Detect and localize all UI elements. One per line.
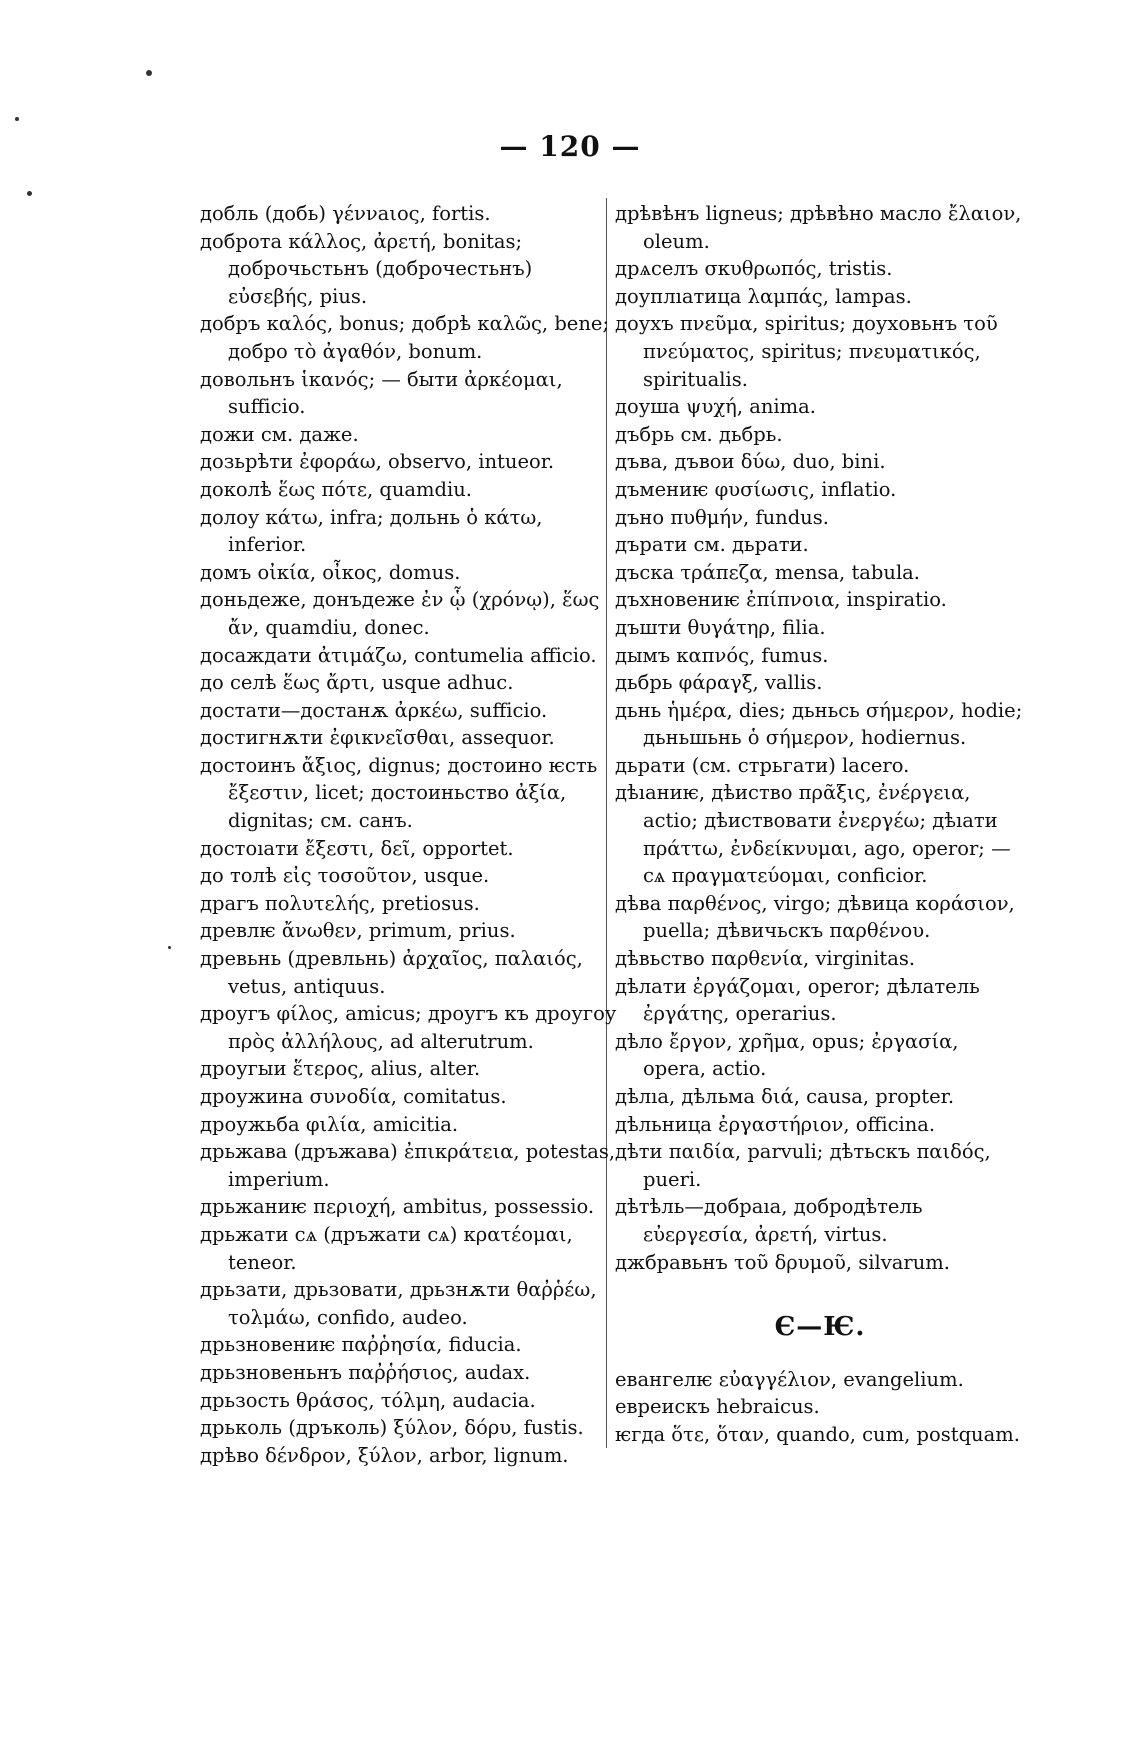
dictionary-entry: доуша ψυχή, anima. bbox=[615, 395, 816, 419]
dictionary-entry: достати—достанѫ ἀρκέω, sufficio. bbox=[200, 698, 548, 722]
dictionary-entry: досаждати ἀτιμάζω, contumelia afficio. bbox=[200, 643, 597, 667]
dictionary-entry: довольнъ ἱκανός; — быти ἀρκέομαι, sufficio. bbox=[200, 367, 563, 419]
ink-speck bbox=[15, 117, 19, 121]
dictionary-entry: дъва, дъвои δύω, duo, bini. bbox=[615, 450, 886, 474]
dictionary-entry: дрьзость θράσος, τόλμη, audacia. bbox=[200, 1388, 536, 1412]
dictionary-entry: доньдеже, донъдеже ἐν ᾧ (χρόνῳ), ἕως ἄν, quamdiu, donec. bbox=[200, 588, 600, 639]
section-heading: Є—Ѥ. bbox=[774, 1312, 866, 1343]
dictionary-entry: дозьрѣти ἐφοράω, observo, intueor. bbox=[200, 450, 555, 474]
dictionary-entry: дроужьба φιλία, amicitia. bbox=[200, 1112, 459, 1136]
right-column-entries bbox=[615, 200, 1025, 1276]
dictionary-entry: дрьжаниѥ περιοχή, ambitus, possessio. bbox=[200, 1195, 595, 1219]
dictionary-entry: дърати см. дьрати. bbox=[615, 533, 809, 557]
dictionary-entry: джбравьнъ τοῦ δρυμοῦ, silvarum. bbox=[615, 1250, 950, 1274]
dictionary-entry: доуплıатица λαμπάς, lampas. bbox=[615, 284, 912, 308]
dictionary-entry: дѣло ἔργον, χρῆμα, opus; ἐργασία, opera, actio. bbox=[615, 1029, 959, 1081]
dictionary-entry: дроужина συνοδία, comitatus. bbox=[200, 1085, 507, 1108]
dictionary-entry: дрьжава (дръжава) ἐπικράτεια, potestas, imperium. bbox=[200, 1140, 616, 1191]
dictionary-entry: добръ καλός, bonus; добрѣ καλῶς, bene; добро τὸ ἀγαθόν, bonum. bbox=[200, 312, 610, 363]
dictionary-entry: дѣльница ἐργαστήριον, officina. bbox=[615, 1112, 936, 1136]
section-entries bbox=[615, 1366, 1025, 1449]
dictionary-entry: дроугыи ἕτερος, alius, alter. bbox=[200, 1057, 481, 1081]
dictionary-entry: дъхновениѥ ἐπίπνοια, inspiratio. bbox=[615, 588, 947, 612]
dictionary-entry: дъмениѥ φυσίωσις, inflatio. bbox=[615, 477, 897, 501]
dictionary-entry: достоıати ἔξεστι, δεῖ, opportet. bbox=[200, 836, 514, 860]
dictionary-entry: дьрати (см. стрьгати) lacero. bbox=[615, 753, 910, 777]
dictionary-entry: дроугъ φίλος, amicus; дроугъ къ дроугоу πρὸς ἀλλήλους, ad alterutrum. bbox=[200, 1002, 617, 1053]
dictionary-entry: дѣвьство παρθενία, virginitas. bbox=[615, 947, 916, 971]
dictionary-entry: достоинъ ἄξιος, dignus; достоино ѥсть ἔξεστιν, licet; достоиньство ἀξία, dignitas; см. санъ. bbox=[200, 753, 598, 833]
dictionary-entry: дѣлıа, дѣльма διά, causa, propter. bbox=[615, 1085, 955, 1108]
dictionary-entry: евангелѥ εὐαγγέλιον, evangelium. bbox=[615, 1367, 964, 1391]
dictionary-entry: драгъ πολυτελής, pretiosus. bbox=[200, 891, 480, 915]
dictionary-entry: доброта κάλλος, ἀρετή, bonitas; доброчьстьнъ (доброчестьнъ) εὐσεβής, pius. bbox=[200, 229, 533, 308]
dictionary-entry: дъно πυθμήν, fundus. bbox=[615, 505, 829, 529]
right-column bbox=[615, 200, 1025, 1449]
dictionary-entry: долоу κάτω, infra; дольнь ὁ κάτω, inferior. bbox=[200, 505, 543, 557]
dictionary-entry: евреискъ hebraicus. bbox=[615, 1395, 820, 1419]
dictionary-entry: дъбрь см. дьбрь. bbox=[615, 422, 783, 446]
dictionary-entry: дъска τράπεζα, mensa, tabula. bbox=[615, 560, 921, 584]
dictionary-entry: дѣтѣль—добраıа, добродѣтель εὐεργεσία, ἀρετή, virtus. bbox=[615, 1195, 923, 1246]
dictionary-entry: дрѧселъ σκυθρωπός, tristis. bbox=[615, 257, 893, 281]
ink-speck bbox=[146, 70, 152, 76]
dictionary-entry: дожи см. даже. bbox=[200, 422, 359, 446]
dictionary-entry: дѣти παιδία, parvuli; дѣтьскъ παιδός, pueri. bbox=[615, 1140, 991, 1191]
dictionary-entry: дъшти θυγάτηρ, filia. bbox=[615, 615, 826, 639]
page-number: — 120 — bbox=[499, 130, 641, 163]
dictionary-entry: древлѥ ἄνωθεν, primum, prius. bbox=[200, 919, 516, 943]
dictionary-entry: дѣлати ἐργάζομαι, operor; дѣлатель ἐργάτης, operarius. bbox=[615, 974, 980, 1026]
dictionary-entry: дрьколь (дръколь) ξύλον, δόρυ, fustis. bbox=[200, 1416, 584, 1440]
dictionary-entry: дьнь ἡμέρα, dies; дьньсь σήμερον, hodie; дьньшьнь ὁ σήμερον, hodiernus. bbox=[615, 698, 1023, 750]
dictionary-entry: домъ οἰκία, οἶκος, domus. bbox=[200, 560, 461, 584]
dictionary-entry: дьбрь φάραγξ, vallis. bbox=[615, 671, 823, 695]
dictionary-entry: дрьжати сѧ (дръжати сѧ) κρατέομαι, teneor. bbox=[200, 1222, 573, 1274]
ink-speck bbox=[168, 946, 171, 949]
dictionary-entry: древьнь (древльнь) ἀρχαῖος, παλαιός, vetus, antiquus. bbox=[200, 947, 583, 998]
dictionary-entry: дымъ καπνός, fumus. bbox=[615, 643, 829, 667]
dictionary-entry: доколѣ ἕως πότε, quamdiu. bbox=[200, 477, 472, 501]
dictionary-entry: дрѣво δένδρον, ξύλον, arbor, lignum. bbox=[200, 1443, 569, 1467]
dictionary-entry: доухъ πνεῦμα, spiritus; доуховьнъ τοῦ πνεύματος, spiritus; πνευματικός, spiritualis. bbox=[615, 312, 998, 391]
dictionary-entry: дѣıаниѥ, дѣиство πρᾶξις, ἐνέργεια, actio; дѣиствовати ἐνεργέω; дѣıати πράττω, ἐνδείκνυμαι, ago, operor; — сѧ πραγματεύομαι, conficior. bbox=[615, 781, 1011, 888]
dictionary-entry: дрьзати, дрьзовати, дрьзнѫти θαῤῥέω, τολμάω, confido, audeo. bbox=[200, 1278, 597, 1329]
dictionary-entry: до селѣ ἕως ἄρτι, usque adhuc. bbox=[200, 671, 514, 695]
dictionary-entry: добль (добь) γέννaιος, fortis. bbox=[200, 202, 491, 225]
dictionary-entry: дрьзновениѥ παῤῥησία, fiducia. bbox=[200, 1333, 522, 1357]
dictionary-entry: до толѣ εἰς τοσοῦτον, usque. bbox=[200, 864, 490, 888]
dictionary-entry: дрьзновеньнъ παῤῥήσιος, audax. bbox=[200, 1360, 531, 1384]
dictionary-entry: ѥгда ὅτε, ὅταν, quando, cum, postquam. bbox=[615, 1422, 1020, 1446]
dictionary-entry: достигнѫти ἐφικνεῖσθαι, assequor. bbox=[200, 726, 555, 750]
ink-speck bbox=[27, 191, 32, 196]
dictionary-entry: дѣва παρθένος, virgo; дѣвица κοράσιον, puella; дѣвичьскъ παρθένου. bbox=[615, 891, 1015, 943]
dictionary-entry: дрѣвѣнъ ligneus; дрѣвѣно масло ἔλαιον, oleum. bbox=[615, 202, 1022, 253]
left-column bbox=[200, 200, 620, 1469]
